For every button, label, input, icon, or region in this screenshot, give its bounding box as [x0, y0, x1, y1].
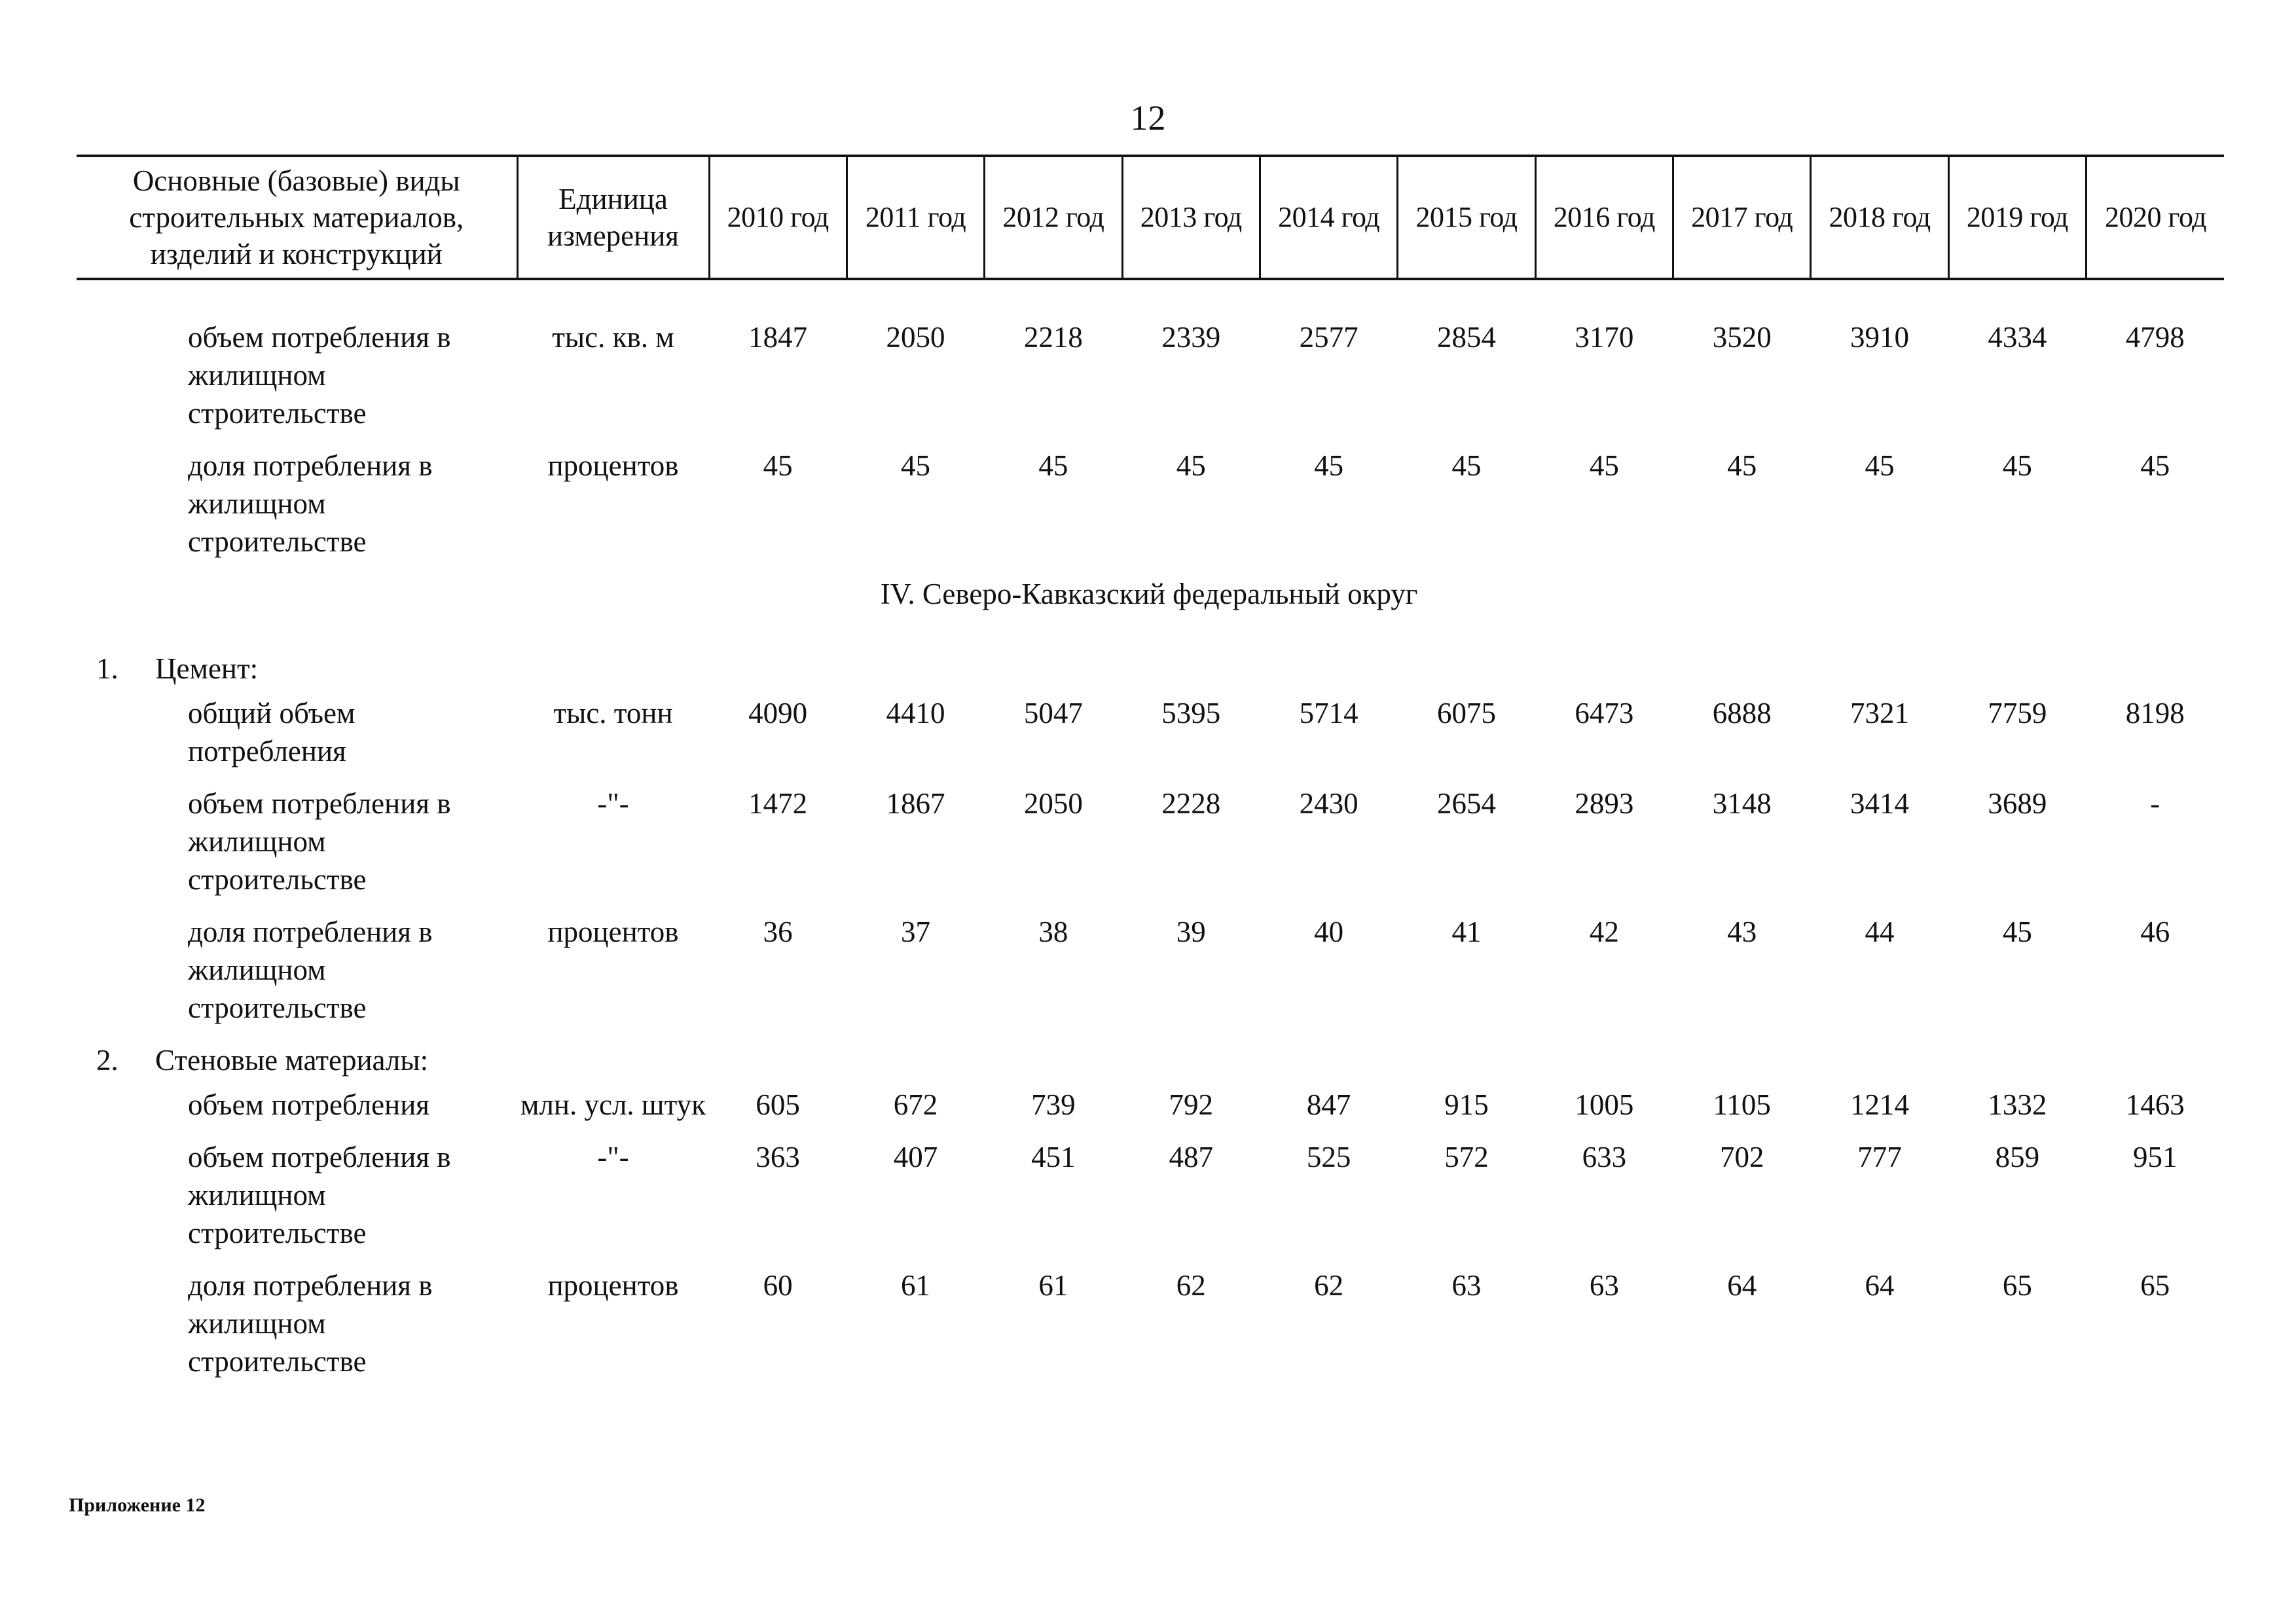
- cell-value: 5714: [1299, 697, 1358, 729]
- row-label: общий объем потребления: [188, 697, 355, 767]
- table-row: [77, 1086, 2224, 1138]
- table-row: [77, 1266, 2224, 1395]
- row-label: доля потребления в жилищном строительстве: [188, 449, 433, 558]
- cell-value: 1867: [886, 787, 945, 820]
- section-row: [77, 575, 2224, 650]
- cell-value: 63: [1589, 1269, 1619, 1302]
- cell-value: 64: [1727, 1269, 1757, 1302]
- cell-value: 37: [901, 915, 931, 948]
- row-unit: тыс. кв. м: [552, 321, 674, 354]
- header-year: 2018 год: [1811, 156, 1948, 279]
- cell-value: 407: [893, 1141, 938, 1173]
- row-unit: -"-: [597, 787, 629, 820]
- header-unit: Единица измерения: [517, 156, 709, 279]
- cell-value: 45: [2140, 449, 2170, 482]
- group-number: 2.: [96, 1044, 118, 1077]
- row-label: доля потребления в жилищном строительстве: [188, 915, 433, 1024]
- header-year: 2020 год: [2086, 156, 2224, 279]
- cell-value: 915: [1444, 1088, 1489, 1121]
- table-row: [77, 913, 2224, 1041]
- cell-value: 6075: [1436, 697, 1496, 729]
- cell-value: 65: [2140, 1269, 2170, 1302]
- cell-value: 6888: [1712, 697, 1772, 729]
- header-year: 2014 год: [1260, 156, 1397, 279]
- cell-value: 605: [756, 1088, 800, 1121]
- header-year: 2011 год: [847, 156, 984, 279]
- cell-value: 739: [1031, 1088, 1076, 1121]
- cell-value: 44: [1865, 915, 1895, 948]
- cell-value: 3170: [1575, 321, 1634, 354]
- table-header-row: [77, 156, 2224, 279]
- cell-value: 2050: [886, 321, 945, 354]
- page-number: 12: [1130, 98, 1166, 138]
- table-row: [77, 1138, 2224, 1266]
- cell-value: 4798: [2125, 321, 2185, 354]
- row-label: объем потребления в жилищном строительстве: [188, 1141, 451, 1249]
- row-unit: процентов: [547, 1269, 679, 1302]
- cell-value: 1214: [1850, 1088, 1910, 1121]
- cell-value: 525: [1306, 1141, 1351, 1173]
- table-row: [77, 447, 2224, 575]
- row-label: объем потребления: [188, 1088, 429, 1121]
- cell-value: 2654: [1436, 787, 1496, 820]
- cell-value: 5395: [1161, 697, 1221, 729]
- cell-value: 45: [1727, 449, 1757, 482]
- header-year: 2013 год: [1122, 156, 1260, 279]
- cell-value: 1005: [1575, 1088, 1634, 1121]
- cell-value: 1105: [1713, 1088, 1771, 1121]
- group-number: 1.: [96, 652, 118, 685]
- cell-value: 45: [1589, 449, 1619, 482]
- cell-value: 61: [901, 1269, 931, 1302]
- group-title: [77, 1041, 2224, 1086]
- cell-value: 672: [893, 1088, 938, 1121]
- row-unit: -"-: [597, 1141, 629, 1173]
- cell-value: 45: [2002, 915, 2032, 948]
- header-year: 2012 год: [985, 156, 1122, 279]
- group-header-row: [77, 650, 2224, 694]
- cell-value: 487: [1169, 1141, 1213, 1173]
- cell-value: -: [2150, 787, 2160, 820]
- cell-value: 792: [1169, 1088, 1213, 1121]
- row-unit: процентов: [547, 449, 679, 482]
- cell-value: 3148: [1712, 787, 1772, 820]
- row-label: объем потребления в жилищном строительстве: [188, 787, 451, 896]
- cell-value: 45: [1176, 449, 1206, 482]
- cell-value: 633: [1582, 1141, 1627, 1173]
- cell-value: 61: [1038, 1269, 1068, 1302]
- table-row: [77, 694, 2224, 784]
- group-label: Цемент:: [155, 652, 259, 685]
- cell-value: 3414: [1850, 787, 1910, 820]
- cell-value: 1463: [2125, 1088, 2185, 1121]
- cell-value: 36: [763, 915, 793, 948]
- cell-value: 2218: [1023, 321, 1083, 354]
- cell-value: 7321: [1850, 697, 1910, 729]
- header-material-type: Основные (базовые) виды строительных материалов, изделий и конструкций: [77, 156, 517, 279]
- footer-note: Приложение 12: [69, 1494, 206, 1516]
- cell-value: 45: [2002, 449, 2032, 482]
- cell-value: 1847: [748, 321, 808, 354]
- cell-value: 4090: [748, 697, 808, 729]
- cell-value: 2577: [1299, 321, 1358, 354]
- cell-value: 1472: [748, 787, 808, 820]
- cell-value: 2854: [1436, 321, 1496, 354]
- cell-value: 2339: [1161, 321, 1221, 354]
- cell-value: 572: [1444, 1141, 1489, 1173]
- cell-value: 3520: [1712, 321, 1772, 354]
- cell-value: 40: [1314, 915, 1344, 948]
- cell-value: 62: [1314, 1269, 1344, 1302]
- cell-value: 45: [1451, 449, 1482, 482]
- cell-value: 3910: [1850, 321, 1910, 354]
- cell-value: 451: [1031, 1141, 1076, 1173]
- row-label: объем потребления в жилищном строительстве: [188, 321, 451, 430]
- header-year: 2017 год: [1673, 156, 1811, 279]
- cell-value: 951: [2133, 1141, 2178, 1173]
- cell-value: 4410: [886, 697, 945, 729]
- row-unit: млн. усл. штук: [520, 1088, 706, 1121]
- cell-value: 2893: [1575, 787, 1634, 820]
- cell-value: 7759: [1988, 697, 2047, 729]
- cell-value: 2430: [1299, 787, 1358, 820]
- cell-value: 45: [1314, 449, 1344, 482]
- cell-value: 8198: [2125, 697, 2185, 729]
- cell-value: 777: [1857, 1141, 1902, 1173]
- cell-value: 363: [756, 1141, 800, 1173]
- group-label: Стеновые материалы:: [155, 1044, 429, 1077]
- cell-value: 45: [901, 449, 931, 482]
- row-label: доля потребления в жилищном строительстве: [188, 1269, 433, 1378]
- cell-value: 39: [1176, 915, 1206, 948]
- cell-value: 45: [1865, 449, 1895, 482]
- cell-value: 859: [1995, 1141, 2040, 1173]
- header-year: 2016 год: [1535, 156, 1673, 279]
- section-title: IV. Северо-Кавказский федеральный округ: [880, 578, 1418, 610]
- cell-value: 1332: [1988, 1088, 2047, 1121]
- cell-value: 43: [1727, 915, 1757, 948]
- cell-value: 6473: [1575, 697, 1634, 729]
- cell-value: 45: [763, 449, 793, 482]
- cell-value: 4334: [1988, 321, 2047, 354]
- cell-value: 62: [1176, 1269, 1206, 1302]
- cell-value: 41: [1451, 915, 1482, 948]
- cell-value: 63: [1451, 1269, 1482, 1302]
- header-year: 2010 год: [709, 156, 847, 279]
- cell-value: 42: [1589, 915, 1619, 948]
- cell-value: 65: [2002, 1269, 2032, 1302]
- spacer-row: [77, 279, 2224, 318]
- cell-value: 45: [1038, 449, 1068, 482]
- cell-value: 64: [1865, 1269, 1895, 1302]
- cell-value: 38: [1038, 915, 1068, 948]
- table-row: [77, 784, 2224, 913]
- cell-value: 3689: [1988, 787, 2047, 820]
- header-year: 2019 год: [1948, 156, 2086, 279]
- row-unit: тыс. тонн: [553, 697, 673, 729]
- group-header-row: [77, 1041, 2224, 1086]
- cell-value: 2228: [1161, 787, 1221, 820]
- table-row: [77, 318, 2224, 447]
- cell-value: 60: [763, 1269, 793, 1302]
- data-table: [77, 155, 2224, 1395]
- group-title: [77, 650, 2224, 694]
- row-unit: процентов: [547, 915, 679, 948]
- cell-value: 847: [1306, 1088, 1351, 1121]
- header-year: 2015 год: [1398, 156, 1535, 279]
- cell-value: 5047: [1023, 697, 1083, 729]
- cell-value: 702: [1719, 1141, 1764, 1173]
- cell-value: 2050: [1023, 787, 1083, 820]
- cell-value: 46: [2140, 915, 2170, 948]
